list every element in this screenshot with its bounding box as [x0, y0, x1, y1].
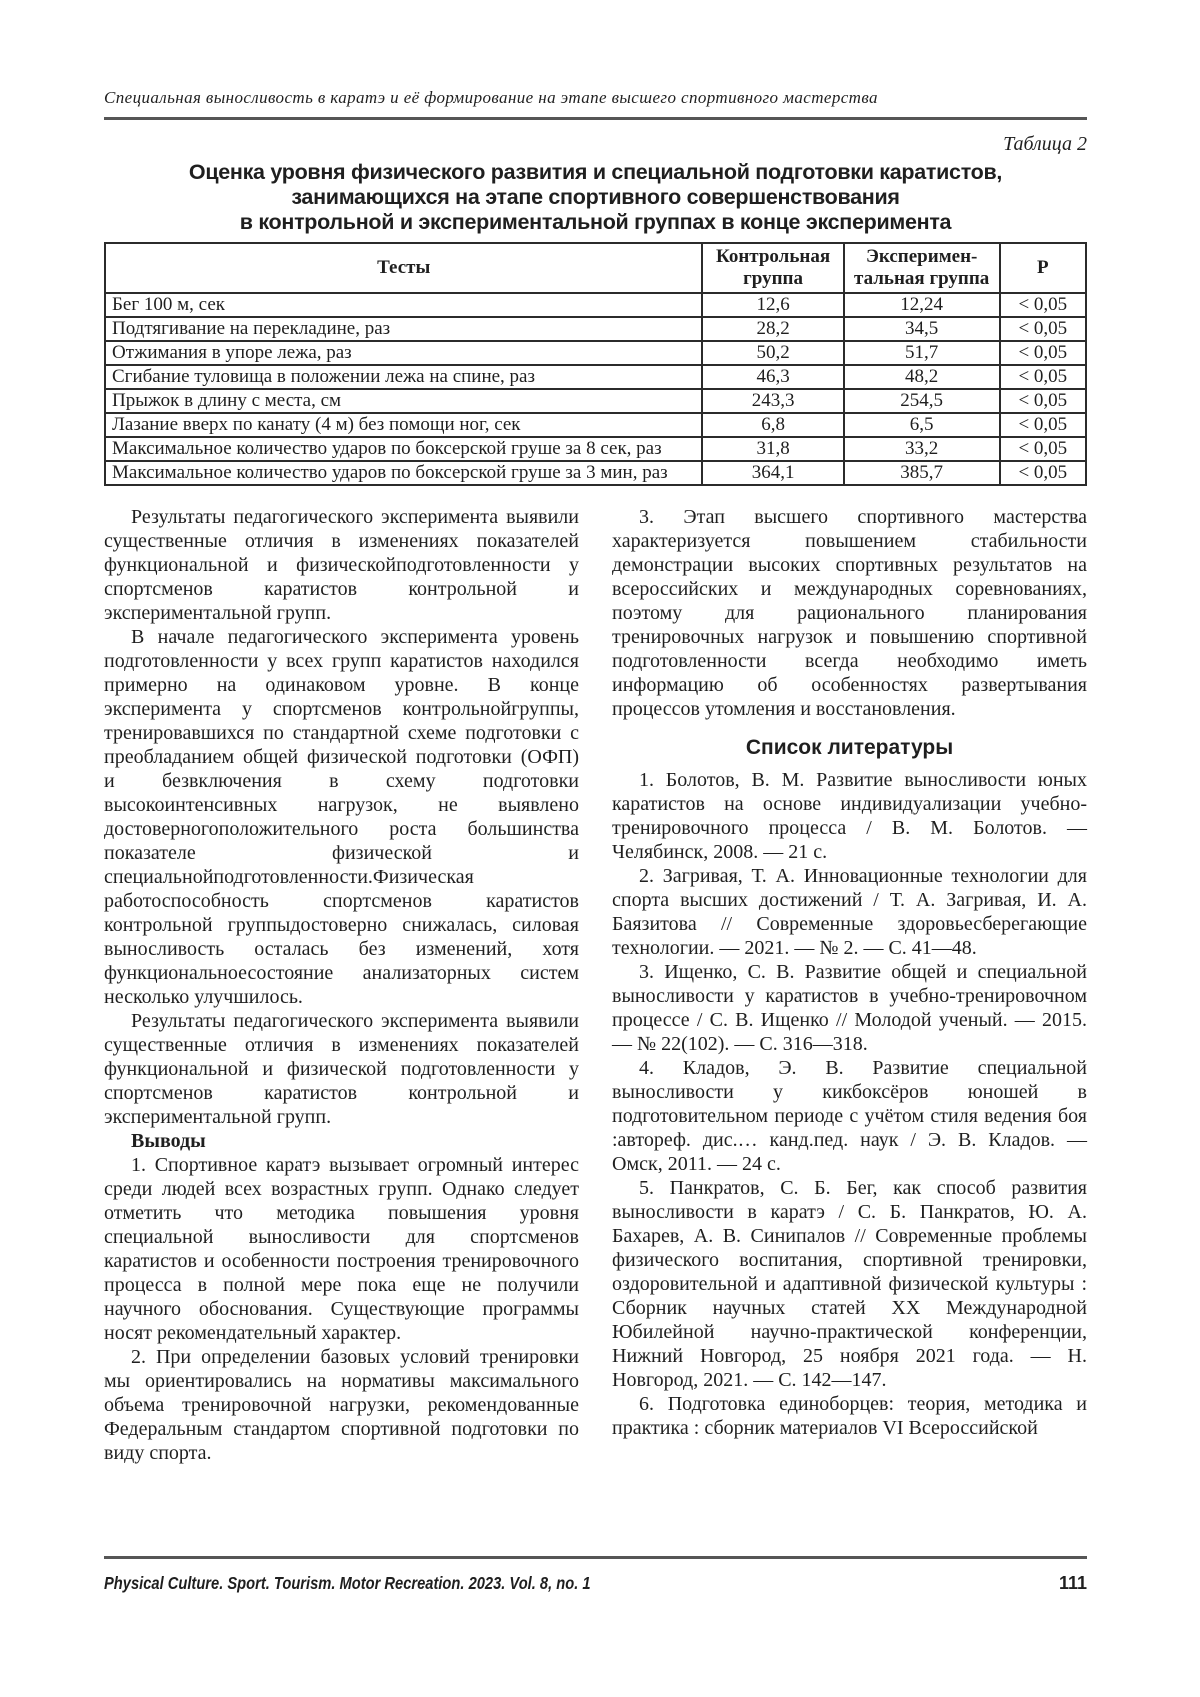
test-name: Подтягивание на перекладине, раз [105, 317, 702, 341]
references-heading: Список литературы [745, 736, 954, 759]
control-value: 364,1 [702, 461, 843, 485]
left-column [104, 505, 579, 1465]
p-value: < 0,05 [1000, 365, 1086, 389]
p-value: < 0,05 [1000, 413, 1086, 437]
results-table [104, 242, 1087, 486]
p-value: < 0,05 [1000, 389, 1086, 413]
conclusions-heading: Выводы [131, 1130, 206, 1152]
test-name: Прыжок в длину с места, см [105, 389, 702, 413]
table-row [105, 413, 1086, 437]
reference-item: 6. Подготовка единоборцев: теория, методика и практика : сборник материалов VI Всероссийской [612, 1393, 1087, 1439]
table-header-row [105, 243, 1086, 293]
p-value: < 0,05 [1000, 317, 1086, 341]
control-value: 28,2 [702, 317, 843, 341]
table-row [105, 341, 1086, 365]
control-value: 50,2 [702, 341, 843, 365]
experimental-value: 51,7 [844, 341, 1000, 365]
page-number: 111 [1058, 1573, 1087, 1593]
journal-citation: Physical Culture. Sport. Tourism. Motor Recreation. 2023. Vol. 8, no. 1 [104, 1573, 591, 1593]
experimental-value: 385,7 [844, 461, 1000, 485]
test-name: Отжимания в упоре лежа, раз [105, 341, 702, 365]
table-row [105, 389, 1086, 413]
p-value: < 0,05 [1000, 461, 1086, 485]
footer-row [104, 1573, 1087, 1594]
table-title-line-3: в контрольной и экспериментальной группах в конце эксперимента [239, 210, 952, 234]
conclusion-item: 3. Этап высшего спортивного мастерства характеризуется повышением стабильности демонстрации высоких спортивных результатов на всероссийских и международных соревнованиях, поэтому для рационального планирования тренировочных нагрузок и повышению спортивной подготовленности всегда необходимо иметь информацию об особенностях развертывания процессов утомления и восстановления. [612, 506, 1087, 720]
header-rule [104, 117, 1087, 120]
experimental-value: 6,5 [844, 413, 1000, 437]
running-head: Специальная выносливость в каратэ и её формирование на этапе высшего спортивного мастерства [104, 88, 878, 107]
table-label: Таблица 2 [1003, 133, 1087, 155]
experimental-value: 33,2 [844, 437, 1000, 461]
table-row [105, 365, 1086, 389]
control-value: 31,8 [702, 437, 843, 461]
p-value: < 0,05 [1000, 437, 1086, 461]
p-value: < 0,05 [1000, 293, 1086, 317]
body-columns [104, 505, 1087, 1465]
reference-item: 2. Загривая, Т. А. Инновационные технологии для спорта высших достижений / Т. А. Загривая, И. А. Баязитова // Современные здоровьесберегающие технологии. — 2021. — № 2. — С. 41—48. [612, 865, 1087, 959]
table-row [105, 317, 1086, 341]
experimental-value: 34,5 [844, 317, 1000, 341]
experimental-value: 254,5 [844, 389, 1000, 413]
reference-item: 5. Панкратов, С. Б. Бег, как способ развития выносливости в каратэ / С. Б. Панкратов, Ю. А. Бахарев, А. В. Синипалов // Современные проблемы физического воспитания, спортивной тренировки, оздоровительной и адаптивной физической культуры : Сборник научных статей XX Международной Юбилейной научно-практической конференции, Нижний Новгород, 25 ноября 2021 года. — Н. Новгород, 2021. — С. 142—147. [612, 1177, 1087, 1391]
col-header-experimental-group: Эксперимен-тальная группа [844, 243, 1000, 293]
reference-item: 1. Болотов, В. М. Развитие выносливости юных каратистов на основе индивидуализации учебно-тренировочного процесса / В. М. Болотов. — Челябинск, 2008. — 21 с. [612, 769, 1087, 863]
experimental-value: 12,24 [844, 293, 1000, 317]
p-value: < 0,05 [1000, 341, 1086, 365]
right-column [612, 505, 1087, 1465]
page-content [104, 0, 1087, 1465]
test-name: Бег 100 м, сек [105, 293, 702, 317]
reference-item: 3. Ищенко, С. В. Развитие общей и специальной выносливости у каратистов в учебно-тренировочном процессе / С. В. Ищенко // Молодой ученый. — 2015. — № 22(102). — С. 316—318. [612, 961, 1087, 1055]
control-value: 6,8 [702, 413, 843, 437]
col-header-tests: Тесты [105, 243, 702, 293]
col-header-control-group: Контрольная группа [702, 243, 843, 293]
col-header-p: Р [1000, 243, 1086, 293]
table-row [105, 461, 1086, 485]
test-name: Максимальное количество ударов по боксерской груше за 8 сек, раз [105, 437, 702, 461]
conclusion-item: 1. Спортивное каратэ вызывает огромный интерес среди людей всех возрастных групп. Однако следует отметить что методика повышения уровня специальной выносливости для спортсменов каратистов и особенности построения тренировочного процесса в полной мере пока еще не получили научного обоснования. Существующие программы носят рекомендательный характер. [104, 1154, 579, 1344]
control-value: 243,3 [702, 389, 843, 413]
table-row [105, 437, 1086, 461]
table-row [105, 293, 1086, 317]
conclusion-item: 2. При определении базовых условий тренировки мы ориентировались на нормативы максимального объема тренировочной нагрузки, рекомендованные Федеральным стандартом спортивной подготовки по виду спорта. [104, 1346, 579, 1464]
table-title-line-2: занимающихся на этапе спортивного совершенствования [291, 185, 900, 209]
test-name: Сгибание туловища в положении лежа на спине, раз [105, 365, 702, 389]
footer-rule [104, 1556, 1087, 1559]
experimental-value: 48,2 [844, 365, 1000, 389]
control-value: 46,3 [702, 365, 843, 389]
body-paragraph: Результаты педагогического эксперимента выявили существенные отличия в изменениях показателей функциональной и физическойподготовленности у спортсменов каратистов контрольной и экспериментальной групп. [104, 506, 579, 624]
page-footer [104, 1556, 1087, 1594]
body-paragraph: В начале педагогического эксперимента уровень подготовленности у всех групп каратистов находился примерно на одинаковом уровне. В конце эксперимента у спортсменов контрольнойгруппы, тренировавшихся по стандартной схеме подготовки с преобладанием общей физической подготовки (ОФП) и безвключения в схему подготовки высокоинтенсивных нагрузок, не выявлено достоверногоположительного роста большинства показателе физической и специальнойподготовленности.Физическая работоспособность спортсменов каратистов контрольной группыдостоверно снижалась, силовая выносливость осталась без изменений, хотя функциональноесостояние анализаторных систем несколько улучшилось. [104, 626, 579, 1008]
reference-item: 4. Кладов, Э. В. Развитие специальной выносливости у кикбоксёров юношей в подготовительном периоде с учётом стиля ведения боя :автореф. дис.… канд.пед. наук / Э. В. Кладов. — Омск, 2011. — 24 с. [612, 1057, 1087, 1175]
control-value: 12,6 [702, 293, 843, 317]
table-title [104, 160, 1087, 235]
body-paragraph: Результаты педагогического эксперимента выявили существенные отличия в изменениях показателей функциональной и физической подготовленности у спортсменов каратистов контрольной и экспериментальной групп. [104, 1010, 579, 1128]
table-title-line-1: Оценка уровня физического развития и специальной подготовки каратистов, [188, 160, 1003, 184]
test-name: Максимальное количество ударов по боксерской груше за 3 мин, раз [105, 461, 702, 485]
test-name: Лазание вверх по канату (4 м) без помощи ног, сек [105, 413, 702, 437]
